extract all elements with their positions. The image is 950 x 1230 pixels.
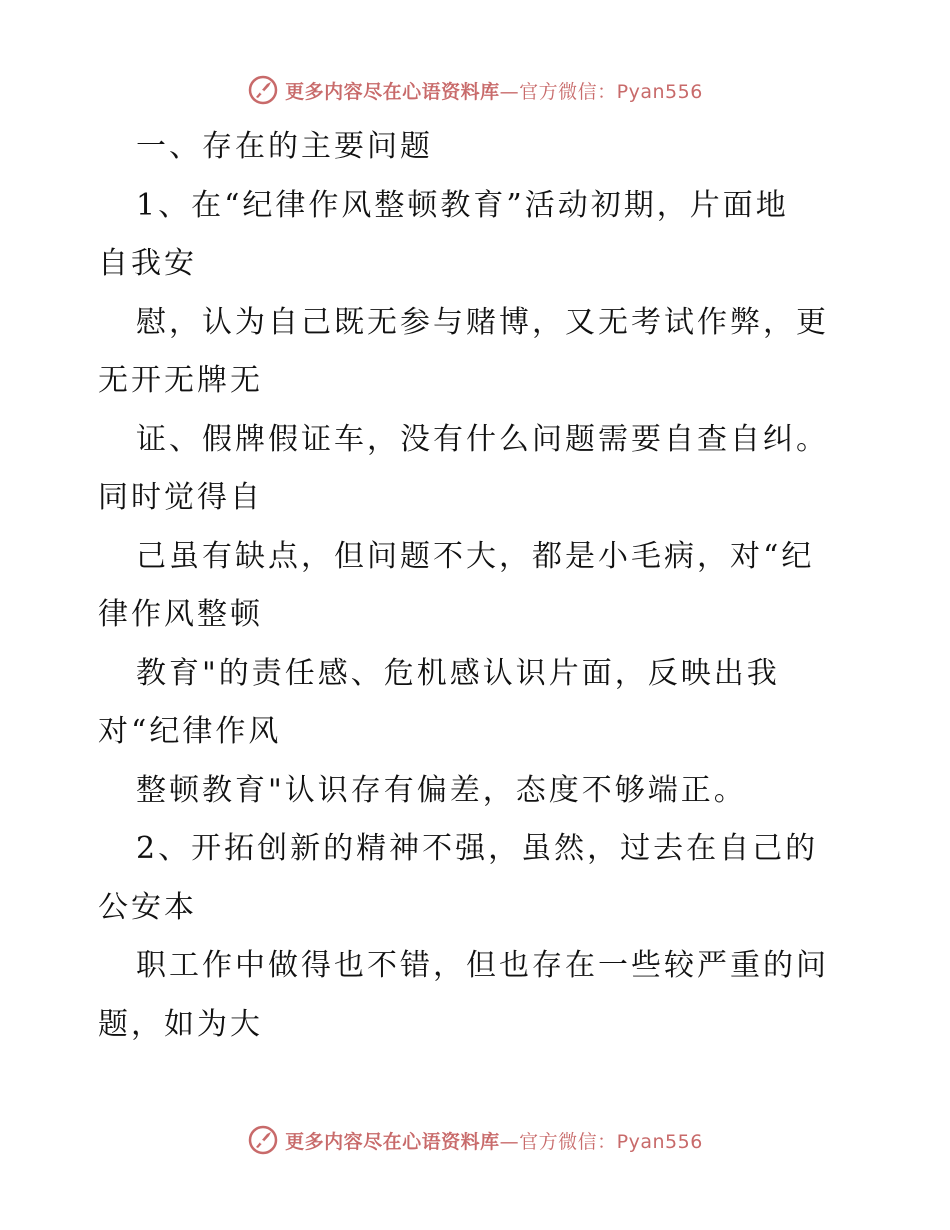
footer-banner (0, 1120, 950, 1160)
quill-pen-logo-icon (247, 1124, 279, 1156)
text-line: 公安本 (98, 889, 197, 925)
quill-pen-logo-icon (247, 74, 279, 106)
banner-text (285, 77, 703, 104)
text-line: 对“纪律作风 (98, 714, 282, 749)
banner-wechat: 官方微信：Pyan556 (519, 1130, 703, 1153)
text-line: 2、开拓创新的精神不强，虽然，过去在自己的 (136, 831, 819, 866)
banner-wechat: 官方微信：Pyan556 (519, 80, 703, 103)
header-banner (0, 70, 950, 110)
banner-title: 更多内容尽在心语资料库 (285, 1130, 500, 1153)
text-line: 无开无牌无 (98, 363, 263, 398)
text-line: 自我安 (98, 246, 197, 281)
text-line: 整顿教育"认识存有偏差，态度不够端正。 (136, 772, 747, 808)
text-line: 题，如为大 (98, 1006, 263, 1042)
banner-separator: — (499, 80, 520, 103)
text-line: 同时觉得自 (98, 480, 263, 515)
text-line: 己虽有缺点，但问题不大，都是小毛病，对“纪 (136, 538, 815, 574)
document-body (98, 118, 858, 1054)
banner-text (285, 1127, 703, 1154)
text-line: 慰，认为自己既无参与赌博，又无考试作弊，更 (136, 304, 829, 340)
banner-title: 更多内容尽在心语资料库 (285, 80, 500, 103)
banner-separator: — (499, 1130, 520, 1153)
text-line: 律作风整顿 (98, 597, 263, 632)
text-line: 教育"的责任感、危机感认识片面，反映出我 (136, 655, 780, 691)
text-line: 证、假牌假证车，没有什么问题需要自查自纠。 (136, 421, 829, 457)
text-line: 职工作中做得也不错，但也存在一些较严重的问 (136, 948, 829, 983)
text-line: 一、存在的主要问题 (136, 129, 433, 164)
text-line: 1、在“纪律作风整顿教育”活动初期，片面地 (136, 187, 789, 223)
